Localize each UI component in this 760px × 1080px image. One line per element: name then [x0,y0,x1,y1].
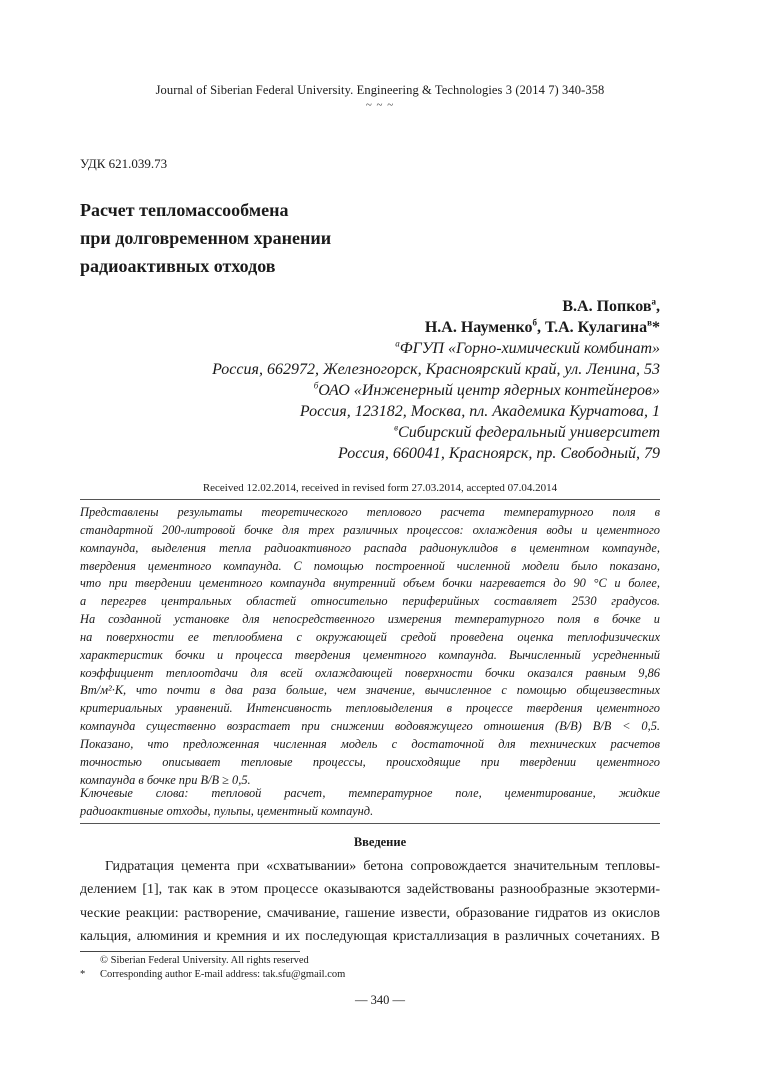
footnote-corresponding-author: * Corresponding author E-mail address: tak.sfu@gmail.com [80,969,346,980]
abstract-line: На созданной установке для непосредственного измерения температурного поля в бочке и [80,612,660,627]
authors-block [212,296,660,464]
abstract-line: компаунда существенно возрастает при снижении водовяжущего отношения (В/В) В/В < 0,5. [80,719,660,734]
introduction-body [80,855,660,948]
affiliation-mark: в [647,317,652,328]
title-line: радиоактивных отходов [80,256,276,276]
abstract-top-rule [80,499,660,500]
footnotes [80,954,345,982]
body-line: ческие реакции: растворение, смачивание, гашение извести, образование гидратов из окислов [80,905,660,921]
abstract-line: твердения цементного компаунда. С помощью построенной численной модели было показано, [80,558,660,573]
title-line: при долговременном хранении [80,228,332,248]
author-name: Н.А. Науменко [424,319,533,336]
keywords-line: радиоактивные отходы, пульпы, цементный компаунд. [80,804,374,818]
abstract-line: характеристик бочки и процесса твердения цементного компаунда. Вычисленный усредненный [80,647,660,662]
abstract-line: Показано, что предложенная численная модель с достаточной для технических расчетов [80,736,660,751]
header-ornament: ~ ~ ~ [365,99,395,111]
author-line [212,317,660,338]
footnote-copyright: © Siberian Federal University. All rights reserved [100,955,309,966]
abstract-line: компаунда в бочке при В/В ≥ 0,5. [80,772,251,787]
article-title [80,196,331,280]
udk-code: УДК 621.039.73 [80,156,168,171]
abstract-bottom-rule [80,823,660,824]
abstract-line: что при твердении цементного компаунда внутренний объем бочки нагревается до 90 °С и более, [80,576,660,591]
affiliation-name: $^в$Сибирский федеральный университет [394,422,660,441]
body-line: кальция, алюминия и кремния и их последующая кристаллизация в различных сочетаниях. В [80,928,660,944]
author-name: В.А. Попков [562,298,652,315]
abstract-line: Представлены результаты теоретического теплового расчета температурного поля в [80,505,660,519]
title-line: Расчет тепломассообмена [80,200,289,220]
received-dates: Received 12.02.2014, received in revised form 27.03.2014, accepted 07.04.2014 [202,482,558,494]
affiliation-address: Россия, 662972, Железногорск, Красноярский край, ул. Ленина, 53 [212,361,660,378]
journal-running-header: Journal of Siberian Federal University. Engineering & Technologies 3 (2014 7) 340-358 [155,83,605,97]
abstract-line: стандартной 200-литровой бочке для трех различных процессов: охлаждения воды и цементного [80,522,660,537]
affiliation-name: $^а$ФГУП «Горно-химический комбинат» [395,338,660,357]
abstract-line: компаунда, выделения тепла радиоактивного распада радионуклидов в цементном компаунде, [80,540,660,555]
abstract-line: а перегрев центральных областей относительно периферийных составляет 2530 градусов. [80,594,660,609]
affiliation-address: Россия, 660041, Красноярск, пр. Свободный, 79 [338,445,660,462]
affiliation-mark: а [651,296,656,307]
abstract [80,504,660,790]
affiliation-mark: б [532,317,538,328]
abstract-line: критериальных уравнений. Интенсивность тепловыделения в процессе твердения цементного [80,701,660,716]
body-line: Гидратация цемента при «схватывании» бетона сопровождается значительным тепловы- [105,859,660,874]
keywords [80,784,660,820]
abstract-line: точностью описывает тепловые процессы, происходящие при твердении цементного [80,754,660,769]
body-line: делением [1], так как в этом процессе оказываются задействованы разнообразные экзотерми- [80,882,660,898]
affiliation-address: Россия, 123182, Москва, пл. Академика Курчатова, 1 [299,403,660,420]
section-heading-introduction: Введение [353,835,407,849]
abstract-line: Вт/м²·К, что почти в два раза больше, чем значение, вычисленное с помощью общеизвестных [80,683,660,698]
author-line: В.А. Попков$^а$, [562,296,660,315]
corresponding-mark: * [652,319,660,336]
abstract-line: на поверхности ее теплообмена с окружающей средой проведена оценка теплофизических [80,629,660,644]
page-number: — 340 — [355,993,405,1007]
footnote-separator [80,951,300,952]
keywords-line: Ключевые слова: тепловой расчет, температурное поле, цементирование, жидкие [80,786,660,800]
abstract-line: коэффициент теплоотдачи для всей охлаждающей поверхности бочки оказался равным 9,86 [80,665,660,680]
author-name: , Т.А. Кулагина [537,319,648,336]
affiliation-name: $^б$ОАО «Инженерный центр ядерных контейнеров» [313,380,660,399]
